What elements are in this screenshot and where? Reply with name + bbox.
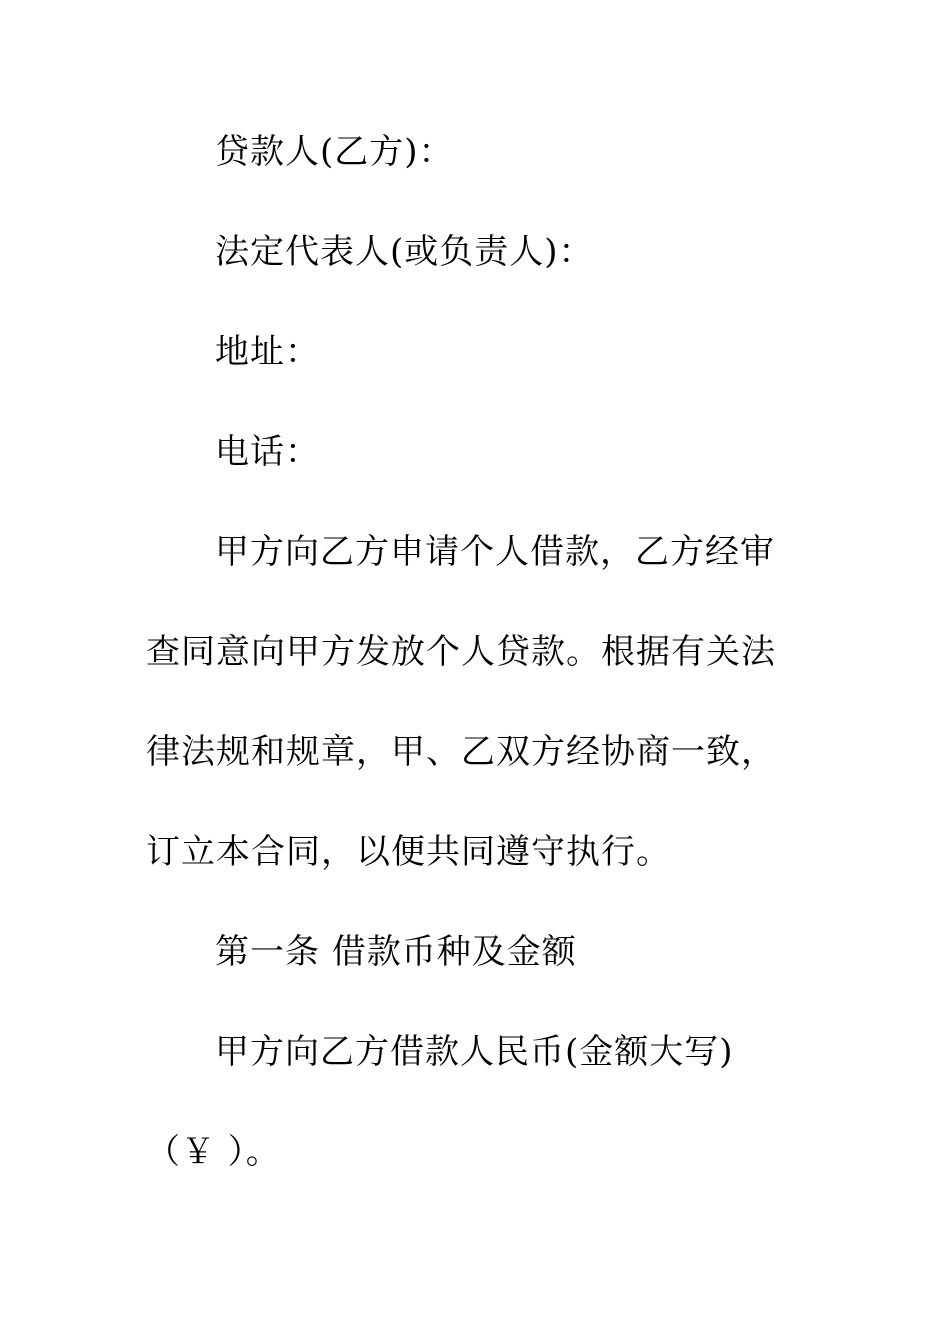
address-label: 地址： — [215, 332, 320, 372]
legal-representative-label: 法定代表人(或负责人)： — [215, 232, 594, 272]
phone-label: 电话： — [215, 432, 320, 472]
article-1-line: 甲方向乙方借款人民币(金额大写) — [215, 1032, 734, 1072]
preamble-line: 查同意向甲方发放个人贷款。根据有关法 — [146, 632, 776, 672]
lender-label: 贷款人(乙方)： — [215, 132, 454, 172]
article-1-line: （￥ ）。 — [146, 1132, 281, 1172]
article-1-title: 第一条 借款币种及金额 — [215, 932, 577, 972]
preamble-line: 订立本合同，以便共同遵守执行。 — [146, 832, 671, 872]
preamble-line: 律法规和规章，甲、乙双方经协商一致， — [146, 732, 776, 772]
preamble-line: 甲方向乙方申请个人借款，乙方经审 — [215, 532, 775, 572]
